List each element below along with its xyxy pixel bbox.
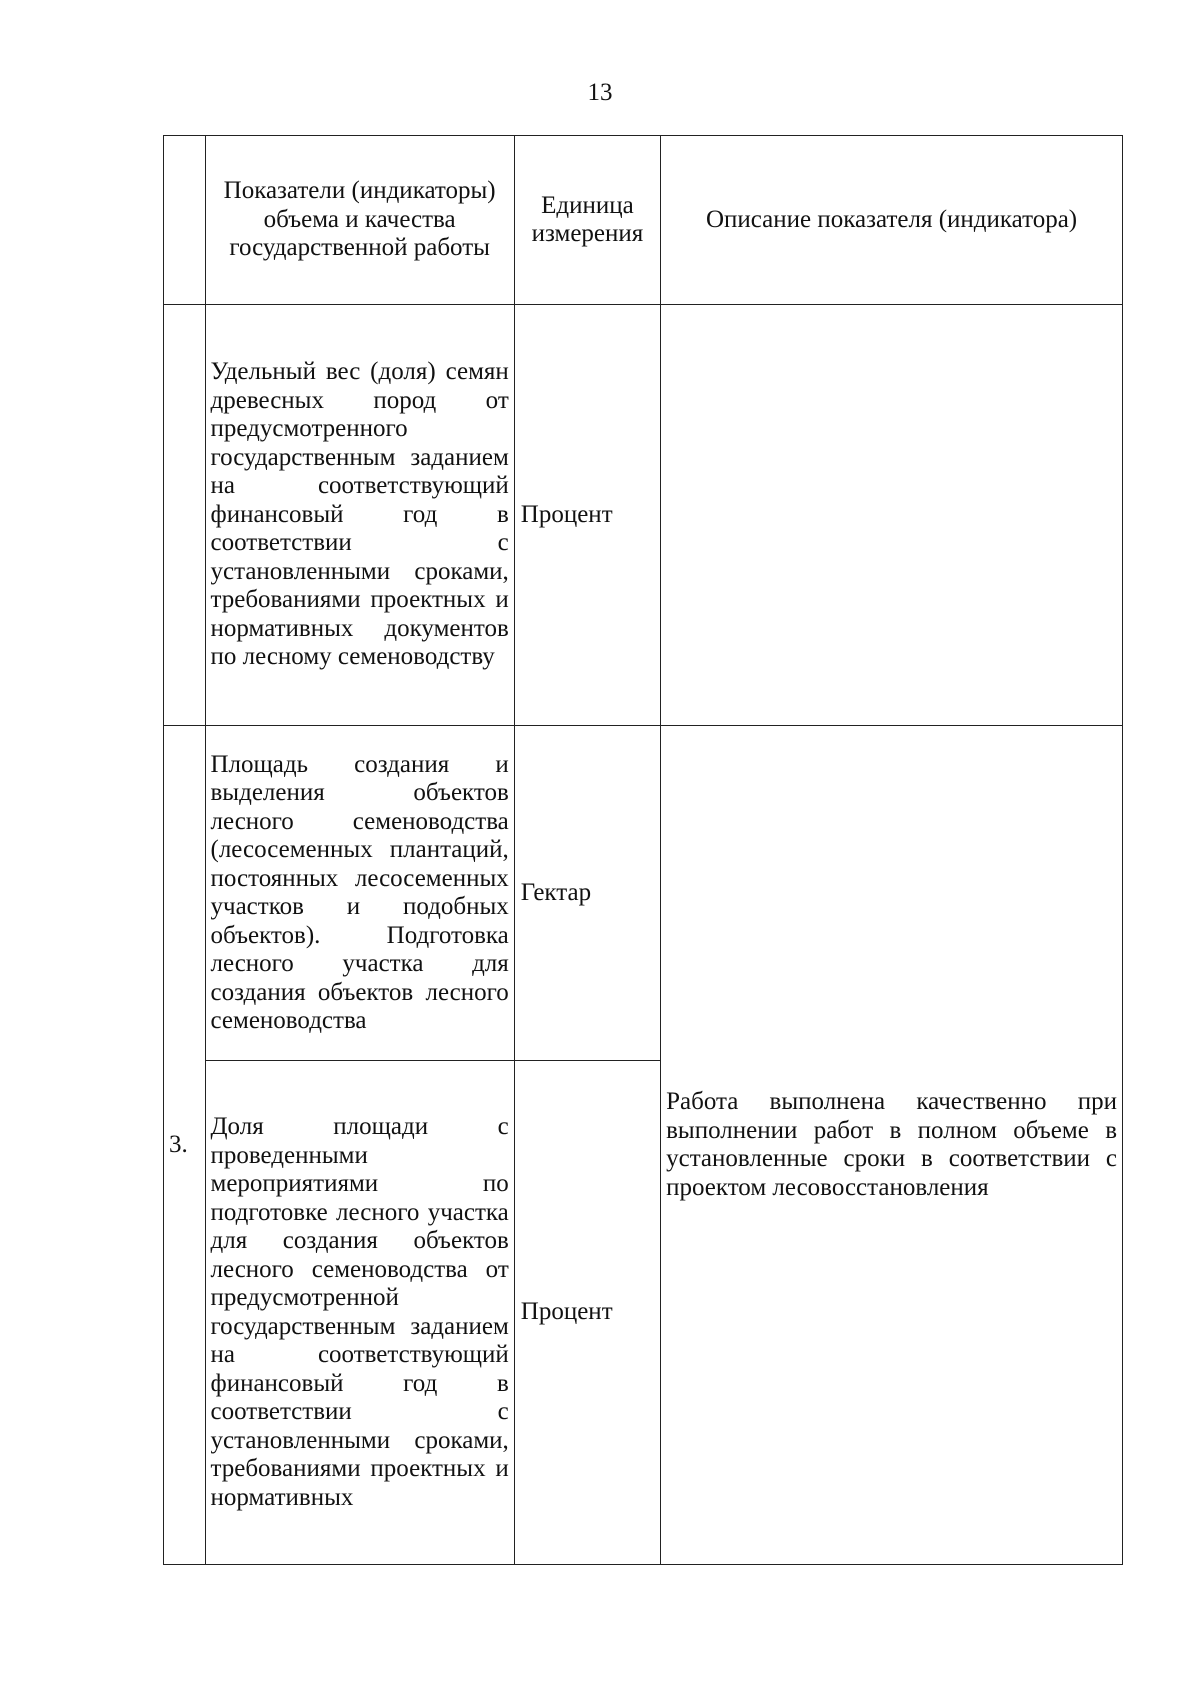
row-number-cell: 3.: [164, 726, 206, 1565]
page-number: 13: [587, 79, 613, 106]
header-number-cell: [164, 136, 206, 305]
description-cell: [661, 305, 1123, 726]
header-unit-cell: Единица измерения: [514, 136, 660, 305]
row-number-cell: [164, 305, 206, 726]
unit-cell: Процент: [514, 1061, 660, 1565]
indicator-cell: Доля площади с проведенными мероприятиями по подготовке лесного участка для создания объектов лесного семеноводства от предусмотренной государственным заданием на соответствующий финансовый год в соответствии с установленными сроками, требованиями проектных и нормативных: [205, 1061, 514, 1565]
header-description-cell: Описание показателя (индикатора): [661, 136, 1123, 305]
table-row: [164, 726, 1123, 1061]
description-cell: Работа выполнена качественно при выполнении работ в полном объеме в установленные сроки в соответствии с проектом лесовосстановления: [661, 726, 1123, 1565]
header-indicator-cell: Показатели (индикаторы) объема и качества государственной работы: [205, 136, 514, 305]
table-row: [164, 305, 1123, 726]
table-header-row: [164, 136, 1123, 305]
unit-cell: Процент: [514, 305, 660, 726]
indicator-cell: Площадь создания и выделения объектов лесного семеноводства (лесосеменных плантаций, постоянных лесосеменных участков и подобных объектов). Подготовка лесного участка для создания объектов лесного семеноводства: [205, 726, 514, 1061]
indicators-table: [163, 135, 1123, 1565]
unit-cell: Гектар: [514, 726, 660, 1061]
indicator-cell: Удельный вес (доля) семян древесных пород от предусмотренного государственным заданием на соответствующий финансовый год в соответствии с установленными сроками, требованиями проектных и нормативных документов по лесному семеноводству: [205, 305, 514, 726]
